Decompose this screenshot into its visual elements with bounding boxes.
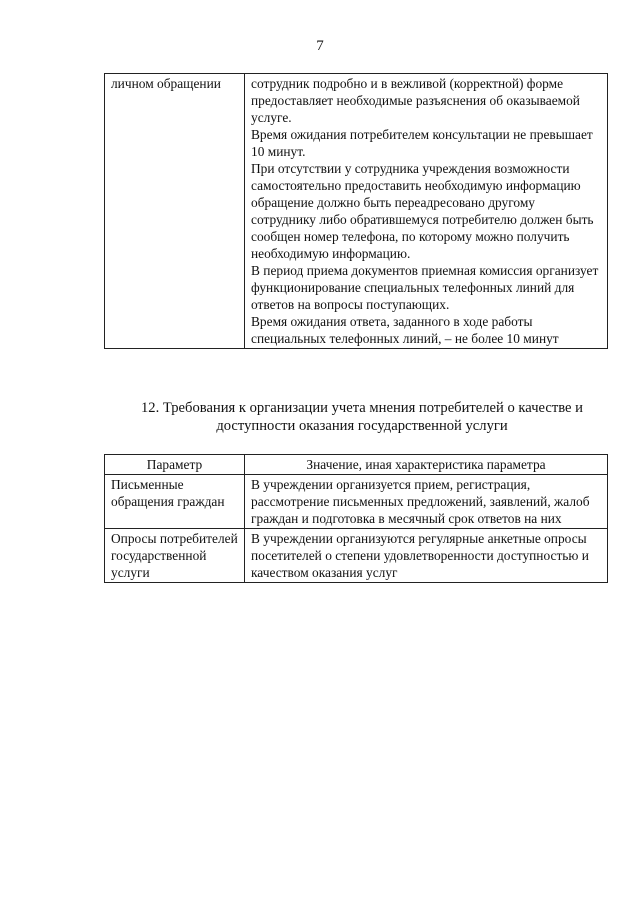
table-row — [105, 74, 608, 349]
table-cell-value: В учреждении организуется прием, регистрация, рассмотрение письменных предложений, заявлений, жалоб граждан и подготовка в месячный срок ответов на них — [245, 475, 608, 529]
paragraph: Время ожидания ответа, заданного в ходе работы специальных телефонных линий, – не более 10 минут — [251, 314, 559, 346]
page-number: 7 — [316, 38, 324, 54]
consultation-table — [104, 73, 608, 349]
paragraph: При отсутствии у сотрудника учреждения возможности самостоятельно предоставить необходимую информацию обращение должно быть переадресовано другому сотруднику либо обратившемуся потребителю должен быть сообщен номер телефона, по которому можно получить необходимую информацию. — [251, 161, 594, 261]
table-row — [105, 475, 608, 529]
table-cell-parameter: Письменные обращения граждан — [105, 475, 245, 529]
section-heading: 12. Требования к организации учета мнения потребителей о качестве и доступности оказания государственной услуги — [141, 400, 583, 434]
paragraph: Время ожидания потребителем консультации не превышает 10 минут. — [251, 127, 593, 159]
table-cell-value: В учреждении организуются регулярные анкетные опросы посетителей о степени удовлетворенности доступностью и качеством оказания услуг — [245, 529, 608, 583]
table-cell-parameter: Опросы потребителей государственной услуги — [105, 529, 245, 583]
column-header-value: Значение, иная характеристика параметра — [245, 455, 608, 475]
table-row — [105, 529, 608, 583]
paragraph: В период приема документов приемная комиссия организует функционирование специальных телефонных линий для ответов на вопросы поступающих. — [251, 263, 599, 312]
paragraph: сотрудник подробно и в вежливой (корректной) форме предоставляет необходимые разъяснения об оказываемой услуге. — [251, 76, 580, 125]
column-header-parameter: Параметр — [105, 455, 245, 475]
feedback-requirements-table — [104, 454, 608, 583]
table-cell-label: личном обращении — [105, 74, 245, 349]
table-header-row — [105, 455, 608, 475]
table-cell-description — [245, 74, 608, 349]
